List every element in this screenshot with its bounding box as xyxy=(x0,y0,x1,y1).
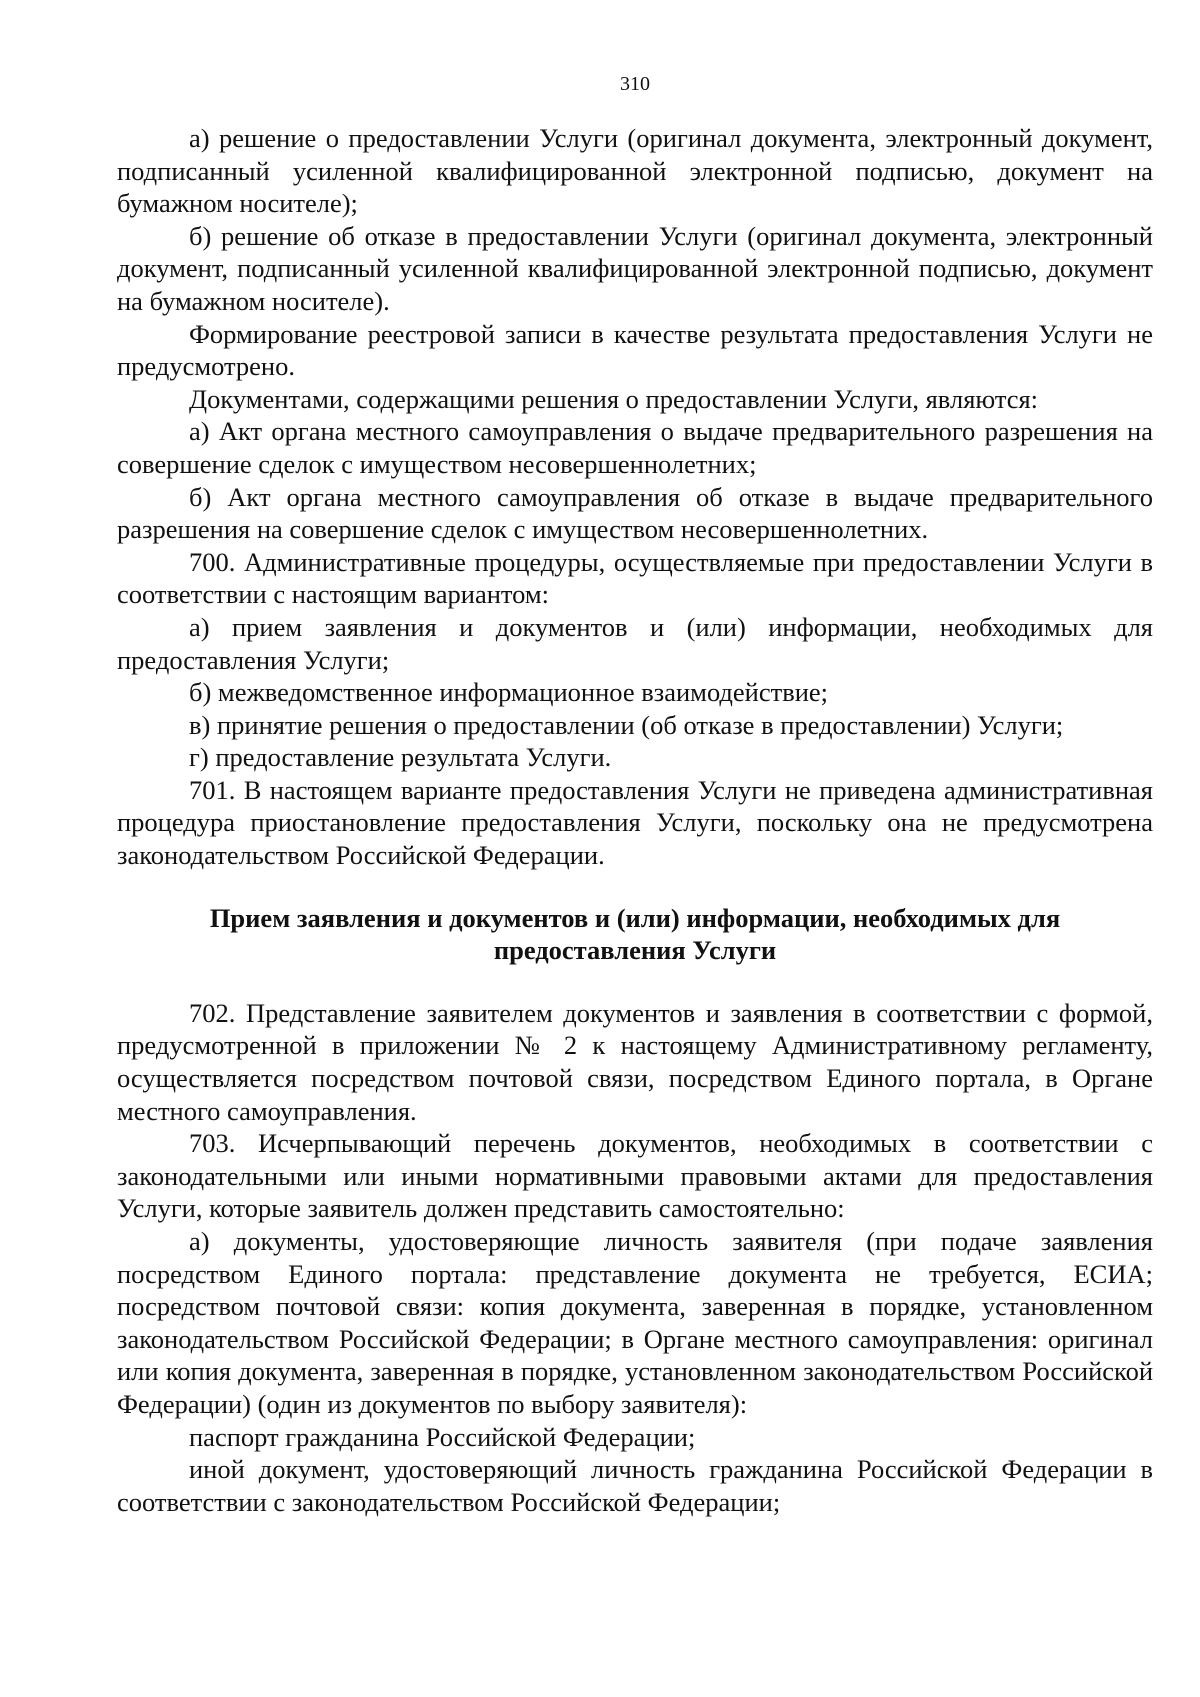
paragraph: г) предоставление результата Услуги. xyxy=(189,742,612,773)
paragraph: паспорт гражданина Российской Федерации; xyxy=(189,1421,696,1452)
page-number: 310 xyxy=(620,73,650,95)
section-heading: Прием заявления и документов и (или) информации, необходимых для предоставления Услуги xyxy=(209,902,1061,966)
paragraph: 700. Административные процедуры, осуществляемые при предоставлении Услуги в соответствии с настоящим вариантом: xyxy=(117,546,1153,610)
paragraph: б) межведомственное информационное взаимодействие; xyxy=(189,677,829,708)
document-body xyxy=(117,122,1153,1518)
paragraph: а) документы, удостоверяющие личность заявителя (при подаче заявления посредством Единого портала: представление документа не требуется, ЕСИА; посредством почтовой связи: копия документа, заверенная в порядке, установленном законодательством Российской Федерации; в Органе местного самоуправления: оригинал или копия документа, заверенная в порядке, установленном законодательством Российской Федерации) (один из документов по выбору заявителя): xyxy=(117,1226,1153,1419)
paragraph: б) решение об отказе в предоставлении Услуги (оригинал документа, электронный документ, подписанный усиленной квалифицированной электронной подписью, документ на бумажном носителе). xyxy=(117,220,1153,316)
paragraph: 703. Исчерпывающий перечень документов, необходимых в соответствии с законодательными или иными нормативными правовыми актами для предоставления Услуги, которые заявитель должен представить самостоятельно: xyxy=(117,1128,1153,1224)
paragraph: Формирование реестровой записи в качестве результата предоставления Услуги не предусмотрено. xyxy=(117,318,1153,382)
paragraph: 702. Представление заявителем документов и заявления в соответствии с формой, предусмотренной в приложении № 2 к настоящему Административному регламенту, осуществляется посредством почтовой связи, посредством Единого портала, в Органе местного самоуправления. xyxy=(117,997,1153,1126)
paragraph: иной документ, удостоверяющий личность гражданина Российской Федерации в соответствии с законодательством Российской Федерации; xyxy=(117,1454,1153,1517)
paragraph: б) Акт органа местного самоуправления об отказе в выдаче предварительного разрешения на совершение сделок с имуществом несовершеннолетних. xyxy=(117,481,1153,545)
paragraph: а) решение о предоставлении Услуги (оригинал документа, электронный документ, подписанный усиленной квалифицированной электронной подписью, документ на бумажном носителе); xyxy=(117,123,1153,219)
paragraph: а) прием заявления и документов и (или) информации, необходимых для предоставления Услуги; xyxy=(117,611,1153,675)
paragraph: а) Акт органа местного самоуправления о выдаче предварительного разрешения на совершение сделок с имуществом несовершеннолетних; xyxy=(117,416,1153,479)
paragraph: 701. В настоящем варианте предоставления Услуги не приведена административная процедура приостановление предоставления Услуги, поскольку она не предусмотрена законодательством Российской Федерации. xyxy=(117,774,1153,871)
paragraph: в) принятие решения о предоставлении (об отказе в предоставлении) Услуги; xyxy=(189,709,1064,740)
paragraph: Документами, содержащими решения о предоставлении Услуги, являются: xyxy=(189,383,1039,414)
